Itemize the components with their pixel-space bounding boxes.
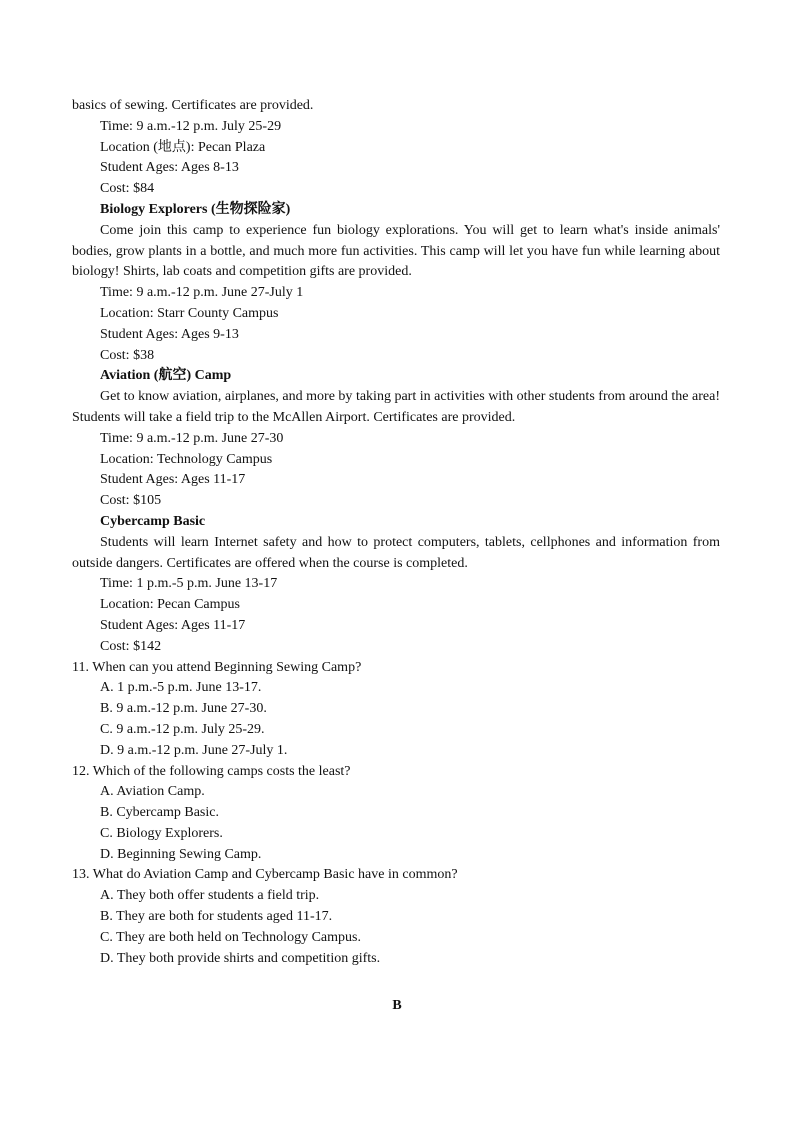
question-stem: 12. Which of the following camps costs the least?: [72, 763, 351, 779]
answer-option: A. They both offer students a field trip.: [100, 888, 320, 904]
section-label: B: [392, 998, 402, 1013]
intro-tail-text: basics of sewing. Certificates are provided.: [72, 98, 314, 113]
question-11: [72, 658, 720, 762]
document-page: [72, 96, 720, 969]
sewing-time: Time: 9 a.m.-12 p.m. July 25-29: [100, 118, 282, 134]
aviation-time: Time: 9 a.m.-12 p.m. June 27-30: [100, 430, 284, 446]
answer-option: B. They are both for students aged 11-17.: [100, 909, 333, 925]
sewing-cost: Cost: $84: [100, 181, 155, 197]
aviation-ages: Student Ages: Ages 11-17: [100, 472, 246, 488]
question-12: [72, 762, 720, 866]
camp-title-cybercamp: Cybercamp Basic: [100, 513, 206, 529]
question-stem: 11. When can you attend Beginning Sewing Camp?: [72, 659, 362, 675]
question-13: [72, 865, 720, 969]
camp-title-aviation: Aviation (航空) Camp: [100, 368, 232, 384]
answer-option: C. 9 a.m.-12 p.m. July 25-29.: [100, 721, 265, 737]
cybercamp-cost: Cost: $142: [100, 638, 162, 654]
sewing-ages: Student Ages: Ages 8-13: [100, 160, 239, 176]
answer-option: D. 9 a.m.-12 p.m. June 27-July 1.: [100, 742, 288, 758]
question-stem: 13. What do Aviation Camp and Cybercamp Basic have in common?: [72, 867, 458, 883]
answer-option: A. Aviation Camp.: [100, 784, 205, 800]
biology-location: Location: Starr County Campus: [100, 305, 279, 321]
answer-option: B. 9 a.m.-12 p.m. June 27-30.: [100, 701, 267, 717]
camp-desc-cybercamp: Students will learn Internet safety and how to protect computers, tablets, cellphones and information from outside dangers. Certificates are offered when the course is completed.: [72, 534, 720, 571]
answer-option: C. Biology Explorers.: [100, 825, 223, 841]
cybercamp-time: Time: 1 p.m.-5 p.m. June 13-17: [100, 576, 278, 592]
camp-desc-biology: Come join this camp to experience fun biology explorations. You will get to learn what's inside animals' bodies, grow plants in a bottle, and much more fun activities. This camp will let you have fun while learning about biology! Shirts, lab coats and competition gifts are provided.: [72, 222, 720, 280]
answer-option: D. They both provide shirts and competition gifts.: [100, 950, 381, 966]
answer-option: A. 1 p.m.-5 p.m. June 13-17.: [100, 680, 262, 696]
sewing-location: Location (地点): Pecan Plaza: [100, 139, 266, 155]
cybercamp-ages: Student Ages: Ages 11-17: [100, 617, 246, 633]
biology-cost: Cost: $38: [100, 347, 155, 363]
answer-option: D. Beginning Sewing Camp.: [100, 846, 262, 862]
biology-ages: Student Ages: Ages 9-13: [100, 326, 239, 342]
answer-option: B. Cybercamp Basic.: [100, 805, 219, 821]
camp-desc-aviation: Get to know aviation, airplanes, and more by taking part in activities with other students from around the area! Students will take a field trip to the McAllen Airport. Certificates are provided.: [72, 389, 720, 425]
camp-title-biology: Biology Explorers (生物探险家): [100, 201, 291, 217]
aviation-location: Location: Technology Campus: [100, 451, 273, 467]
cybercamp-location: Location: Pecan Campus: [100, 597, 240, 613]
aviation-cost: Cost: $105: [100, 493, 162, 509]
answer-option: C. They are both held on Technology Campus.: [100, 929, 361, 945]
biology-time: Time: 9 a.m.-12 p.m. June 27-July 1: [100, 285, 304, 301]
